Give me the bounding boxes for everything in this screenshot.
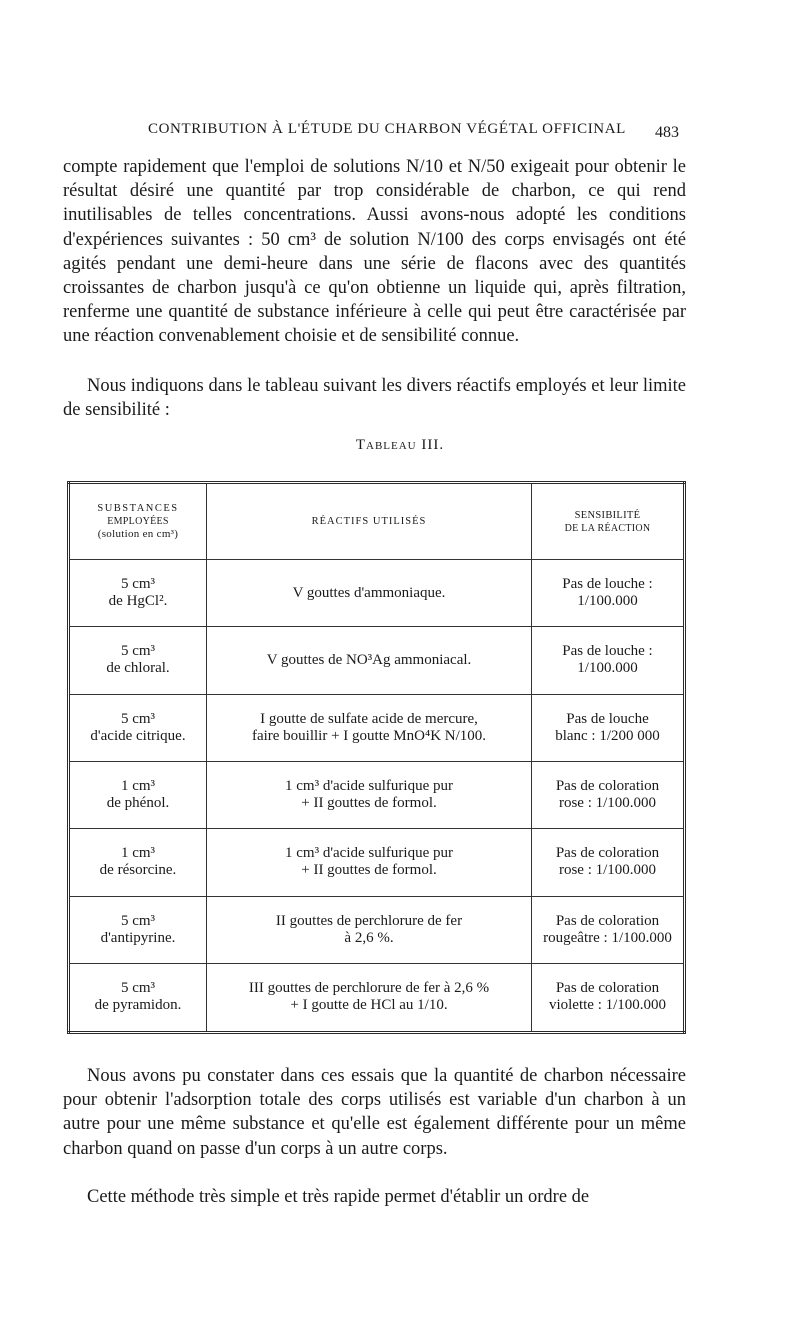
header-substances-line-1: SUBSTANCES (97, 503, 179, 514)
header-substances (69, 483, 207, 560)
cell-substance-line: 1 cm³ (120, 778, 156, 795)
cell-sensibilite-line: Pas de coloration (555, 912, 660, 929)
cell-substance-line: de chloral. (106, 660, 170, 677)
cell-substance-line: 5 cm³ (120, 643, 156, 660)
cell-reactif-line: à 2,6 %. (344, 929, 394, 946)
table-row (69, 963, 685, 1032)
table-body (69, 560, 685, 1033)
cell-substance-line: 5 cm³ (120, 980, 156, 997)
running-title: CONTRIBUTION À L'ÉTUDE DU CHARBON VÉGÉTAL OFFICINAL (148, 121, 626, 137)
cell-reactif-line: V gouttes d'ammoniaque. (292, 584, 446, 601)
cell-sensibilite-line: Pas de louche : (562, 643, 653, 660)
header-sensibilite-line-2: DE LA RÉACTION (564, 522, 651, 534)
cell-sensibilite-line: Pas de louche : (562, 576, 653, 593)
table-header-row (69, 483, 685, 560)
paragraph-1: compte rapidement que l'emploi de solutions N/10 et N/50 exigeait pour obtenir le résultat désiré une quantité par trop considérable de charbon, ce qui rend inutilisables de telles concentrations. Aussi avons-nous adopté les conditions d'expériences suivantes : 50 cm³ de solution N/100 des corps envisagés ont été agités pendant une demi-heure dans une série de flacons avec des quantités croissantes de charbon jusqu'à ce qu'on obtienne un liquide qui, après filtration, renferme une quantité de substance inférieure à celle qui peut être caractérisée par une réaction convenablement choisie et de sensibilité connue. (63, 157, 686, 347)
cell-substance-line: 5 cm³ (120, 912, 156, 929)
cell-substance-line: de pyramidon. (94, 997, 182, 1014)
cell-reactif-line: + II gouttes de formol. (301, 862, 437, 879)
cell-reactif-line: I goutte de sulfate acide de mercure, (260, 710, 478, 727)
cell-sensibilite-line: Pas de coloration (555, 980, 660, 997)
cell-sensibilite-line: blanc : 1/200 000 (555, 727, 660, 744)
cell-substance-line: de résorcine. (99, 862, 177, 879)
table-row (69, 694, 685, 761)
paragraph-2: Nous indiquons dans le tableau suivant les divers réactifs employés et leur limite de sensibilité : (63, 376, 686, 421)
cell-substance (69, 963, 207, 1032)
page-number: 483 (655, 124, 679, 141)
cell-substance (69, 560, 207, 627)
cell-sensibilite (532, 627, 685, 694)
cell-sensibilite-line: rose : 1/100.000 (558, 795, 657, 812)
cell-sensibilite-line: 1/100.000 (577, 660, 638, 677)
cell-reactif (207, 694, 532, 761)
cell-substance-line: de HgCl². (108, 593, 168, 610)
data-table (67, 481, 686, 1034)
cell-substance-line: 5 cm³ (120, 710, 156, 727)
cell-sensibilite-line: 1/100.000 (577, 593, 638, 610)
cell-sensibilite (532, 963, 685, 1032)
paragraph-3: Nous avons pu constater dans ces essais que la quantité de charbon nécessaire pour obtenir l'adsorption totale des corps utilisés est variable d'un charbon à un autre pour une même substance et qu'elle est également différente pour un même charbon quand on passe d'un corps à un autre corps. (63, 1066, 686, 1159)
cell-reactif-line: 1 cm³ d'acide sulfurique pur (285, 845, 453, 862)
header-sensibilite-line-1: SENSIBILITÉ (574, 509, 641, 521)
cell-sensibilite (532, 896, 685, 963)
header-reactifs: RÉACTIFS UTILISÉS (207, 483, 532, 560)
cell-reactif-line: + I goutte de HCl au 1/10. (290, 997, 448, 1014)
header-sensibilite (532, 483, 685, 560)
cell-substance (69, 761, 207, 828)
cell-reactif (207, 963, 532, 1032)
cell-substance-line: 5 cm³ (120, 576, 156, 593)
table-caption: Tableau III. (355, 437, 445, 453)
cell-sensibilite-line: violette : 1/100.000 (548, 997, 667, 1014)
cell-substance (69, 896, 207, 963)
header-substances-line-2: EMPLOYÉES (107, 516, 169, 527)
table-row (69, 896, 685, 963)
cell-reactif (207, 896, 532, 963)
header-substances-line-3: (solution en cm³) (97, 528, 179, 540)
cell-substance-line: d'antipyrine. (100, 929, 176, 946)
cell-substance (69, 694, 207, 761)
table-row (69, 829, 685, 896)
cell-reactif (207, 560, 532, 627)
cell-substance-line: 1 cm³ (120, 845, 156, 862)
cell-sensibilite-line: Pas de louche (566, 710, 649, 727)
cell-sensibilite (532, 829, 685, 896)
cell-reactif-line: V gouttes de NO³Ag ammoniacal. (266, 651, 472, 668)
cell-substance (69, 627, 207, 694)
cell-reactif-line: II gouttes de perchlorure de fer (275, 912, 463, 929)
cell-substance (69, 829, 207, 896)
cell-sensibilite (532, 560, 685, 627)
cell-sensibilite-line: Pas de coloration (555, 845, 660, 862)
cell-reactif-line: faire bouillir + I goutte MnO⁴K N/100. (251, 727, 487, 744)
cell-reactif (207, 627, 532, 694)
table-row (69, 560, 685, 627)
cell-substance-line: d'acide citrique. (90, 727, 186, 744)
cell-sensibilite-line: Pas de coloration (555, 778, 660, 795)
cell-sensibilite (532, 694, 685, 761)
cell-sensibilite-line: rougeâtre : 1/100.000 (543, 929, 672, 946)
cell-reactif-line: III gouttes de perchlorure de fer à 2,6 % (248, 980, 490, 997)
table-row (69, 761, 685, 828)
cell-reactif (207, 761, 532, 828)
table-row (69, 627, 685, 694)
cell-substance-line: de phénol. (106, 795, 170, 812)
cell-sensibilite-line: rose : 1/100.000 (558, 862, 657, 879)
cell-sensibilite (532, 761, 685, 828)
cell-reactif-line: + II gouttes de formol. (301, 795, 437, 812)
cell-reactif (207, 829, 532, 896)
paragraph-4: Cette méthode très simple et très rapide permet d'établir un ordre de (87, 1187, 590, 1207)
cell-reactif-line: 1 cm³ d'acide sulfurique pur (285, 778, 453, 795)
